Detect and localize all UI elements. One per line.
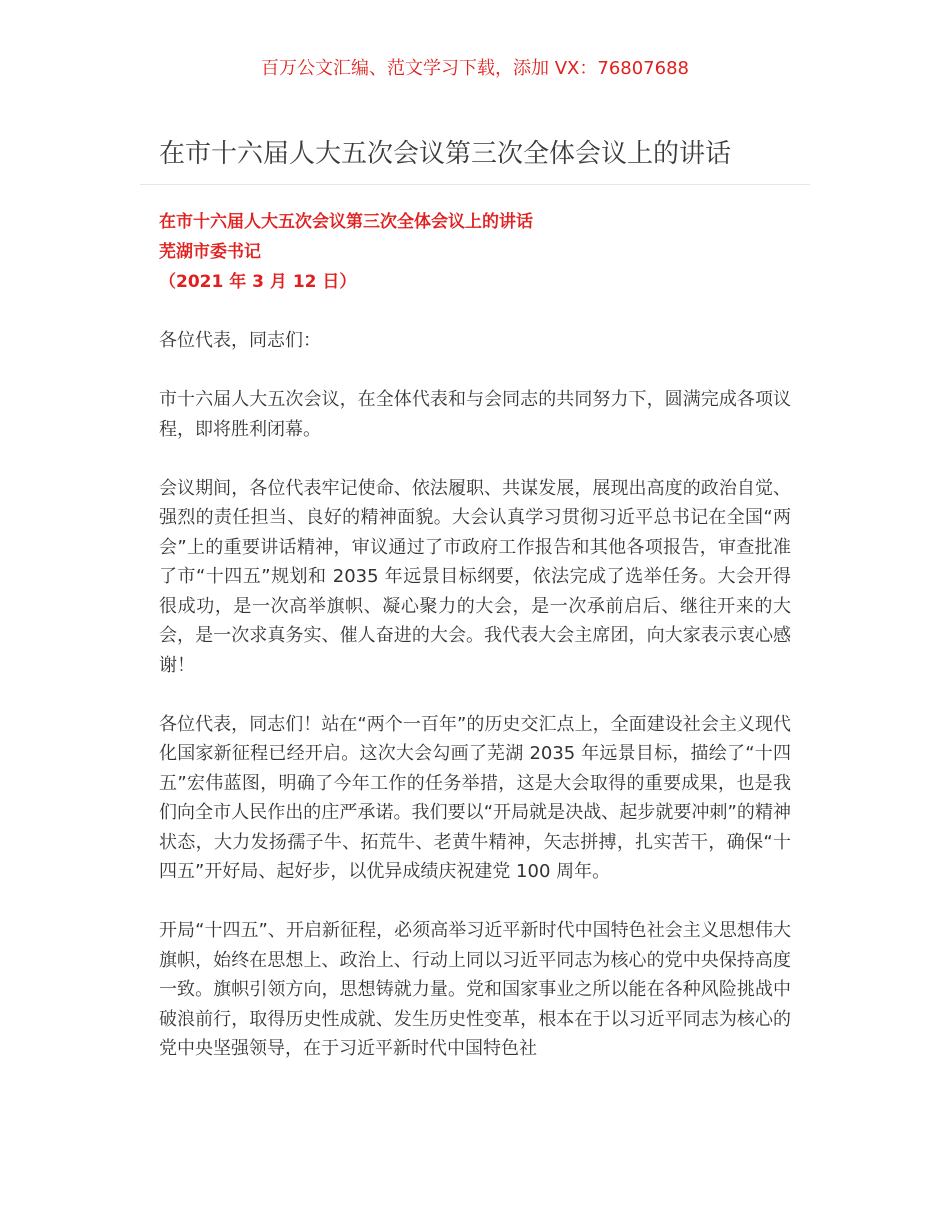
speech-body [159,326,791,1093]
paragraph: 会议期间，各位代表牢记使命、依法履职、共谋发展，展现出高度的政治自觉、强烈的责任担当、良好的精神面貌。大会认真学习贯彻习近平总书记在全国“两会”上的重要讲话精神，审议通过了市政府工作报告和其他各项报告，审查批准了市“十四五”规划和 2035 年远景目标纲要，依法完成了选举任务。大会开得很成功，是一次高举旗帜、凝心聚力的大会，是一次承前启后、继往开来的大会，是一次求真务实、催人奋进的大会。我代表大会主席团，向大家表示衷心感谢！ [159,477,791,676]
paragraph: 各位代表，同志们！站在“两个一百年”的历史交汇点上，全面建设社会主义现代化国家新征程已经开启。这次大会勾画了芜湖 2035 年远景目标，描绘了“十四五”宏伟蓝图，明确了今年工作的任务举措，这是大会取得的重要成果，也是我们向全市人民作出的庄严承诺。我们要以“开局就是决战、起步就要冲刺”的精神状态，大力发扬孺子牛、拓荒牛、老黄牛精神，矢志拼搏，扎实苦干，确保“十四五”开好局、起好步，以优异成绩庆祝建党 100 周年。 [159,713,791,882]
title-divider [140,184,810,185]
page-title: 在市十六届人大五次会议第三次全体会议上的讲话 [159,139,732,169]
paragraph: 各位代表，同志们： [159,330,321,351]
paragraph: 市十六届人大五次会议，在全体代表和与会同志的共同努力下，圆满完成各项议程，即将胜利闭幕。 [159,389,791,440]
banner-watermark: 百万公文汇编、范文学习下载，添加 VX：76807688 [261,58,689,79]
speaker-line: 芜湖市委书记 [159,242,261,262]
speech-title: 在市十六届人大五次会议第三次全体会议上的讲话 [159,212,533,232]
speech-date: （2021 年 3 月 12 日） [159,272,357,292]
paragraph: 开局“十四五”、开启新征程，必须高举习近平新时代中国特色社会主义思想伟大旗帜，始终在思想上、政治上、行动上同以习近平同志为核心的党中央保持高度一致。旗帜引领方向，思想铸就力量。党和国家事业之所以能在各种风险挑战中破浪前行，取得历史性成就、发生历史性变革，根本在于以习近平同志为核心的党中央坚强领导，在于习近平新时代中国特色社 [159,920,791,1059]
speech-header [159,207,799,297]
